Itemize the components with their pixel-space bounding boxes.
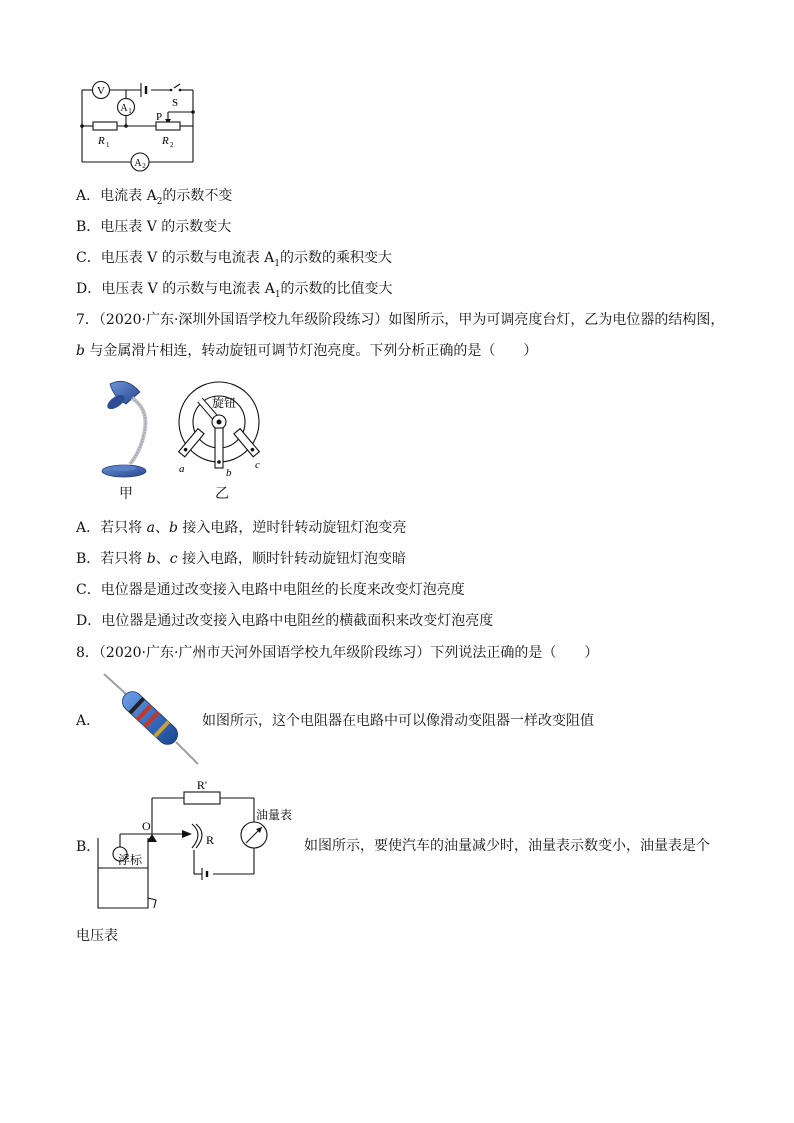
pivot-label: O (142, 819, 151, 833)
terminal-b-label: b (226, 467, 232, 479)
switch-label: S (172, 97, 179, 109)
q8-option-b-text[interactable]: 如图所示，要使汽车的油量减少时，油量表示数变小，油量表是个 (304, 838, 710, 854)
r1-sub: 1 (106, 141, 110, 149)
r1-label: R (98, 135, 105, 147)
q7-option-a[interactable]: A．若只将 a、b 接入电路，逆时针转动旋钮灯泡变亮 (76, 520, 407, 536)
r2-sub: 2 (170, 141, 174, 149)
potentiometer-diagram (170, 380, 274, 484)
ammeter1-label: A (120, 103, 128, 114)
circuit-diagram-q6 (76, 74, 200, 178)
q8-option-a-text[interactable]: 如图所示，这个电阻器在电路中可以像滑动变阻器一样改变阻值 (202, 713, 594, 729)
q6-option-b[interactable]: B．电压表 V 的示数变大 (76, 219, 232, 235)
fuel-gauge-diagram (96, 776, 306, 916)
q8-option-b-letter[interactable]: B． (76, 839, 101, 855)
float-label: 浮标 (118, 853, 143, 867)
r-prime-label: R' (196, 778, 208, 792)
q7-option-d[interactable]: D．电位器是通过改变接入电路中电阻丝的横截面积来改变灯泡亮度 (76, 613, 494, 629)
voltmeter-label: V (97, 85, 105, 97)
q6-option-c[interactable]: C．电压表 V 的示数与电流表 $A_1$的示数的乘积变大 (76, 250, 393, 269)
slider-label: P (156, 111, 163, 123)
q6-option-a[interactable]: A．电流表 $A_2$的示数不变 (76, 188, 233, 207)
ammeter1-sub: 1 (128, 107, 132, 115)
q7-stem-line2: b 与金属滑片相连，转动旋钮可调节灯泡亮度。下列分析正确的是（ ） (76, 343, 538, 359)
knob-label: 旋钮 (211, 396, 237, 410)
q6-option-d[interactable]: D．电压表 V 的示数与电流表 $A_1$的示数的比值变大 (76, 281, 393, 300)
q7-option-b[interactable]: B．若只将 b、c 接入电路，顺时针转动旋钮灯泡变暗 (76, 551, 407, 567)
potentiometer-caption: 乙 (215, 486, 229, 502)
lamp-caption: 甲 (119, 486, 133, 502)
q8-option-b-continuation: 电压表 (76, 928, 118, 944)
terminal-c-label: c (255, 459, 260, 471)
resistor-photo (98, 670, 202, 768)
meter-label: 油量表 (256, 808, 293, 822)
r-label: R (206, 833, 215, 847)
q7-stem-line1: 7．（2020·广东·深圳外国语学校九年级阶段练习）如图所示，甲为可调亮度台灯，乙为电位器的结构图， (76, 312, 725, 328)
terminal-a-label: a (179, 463, 185, 475)
ammeter2-sub: 2 (142, 162, 146, 170)
q7-option-c[interactable]: C．电位器是通过改变接入电路中电阻丝的长度来改变灯泡亮度 (76, 582, 465, 598)
ammeter2-label: A (134, 158, 142, 169)
desk-lamp-image (96, 378, 162, 482)
r2-label: R (162, 135, 169, 147)
q8-stem: 8．（2020·广东·广州市天河外国语学校九年级阶段练习）下列说法正确的是（ ） (76, 645, 599, 661)
q8-option-a-letter[interactable]: A． (76, 713, 101, 729)
